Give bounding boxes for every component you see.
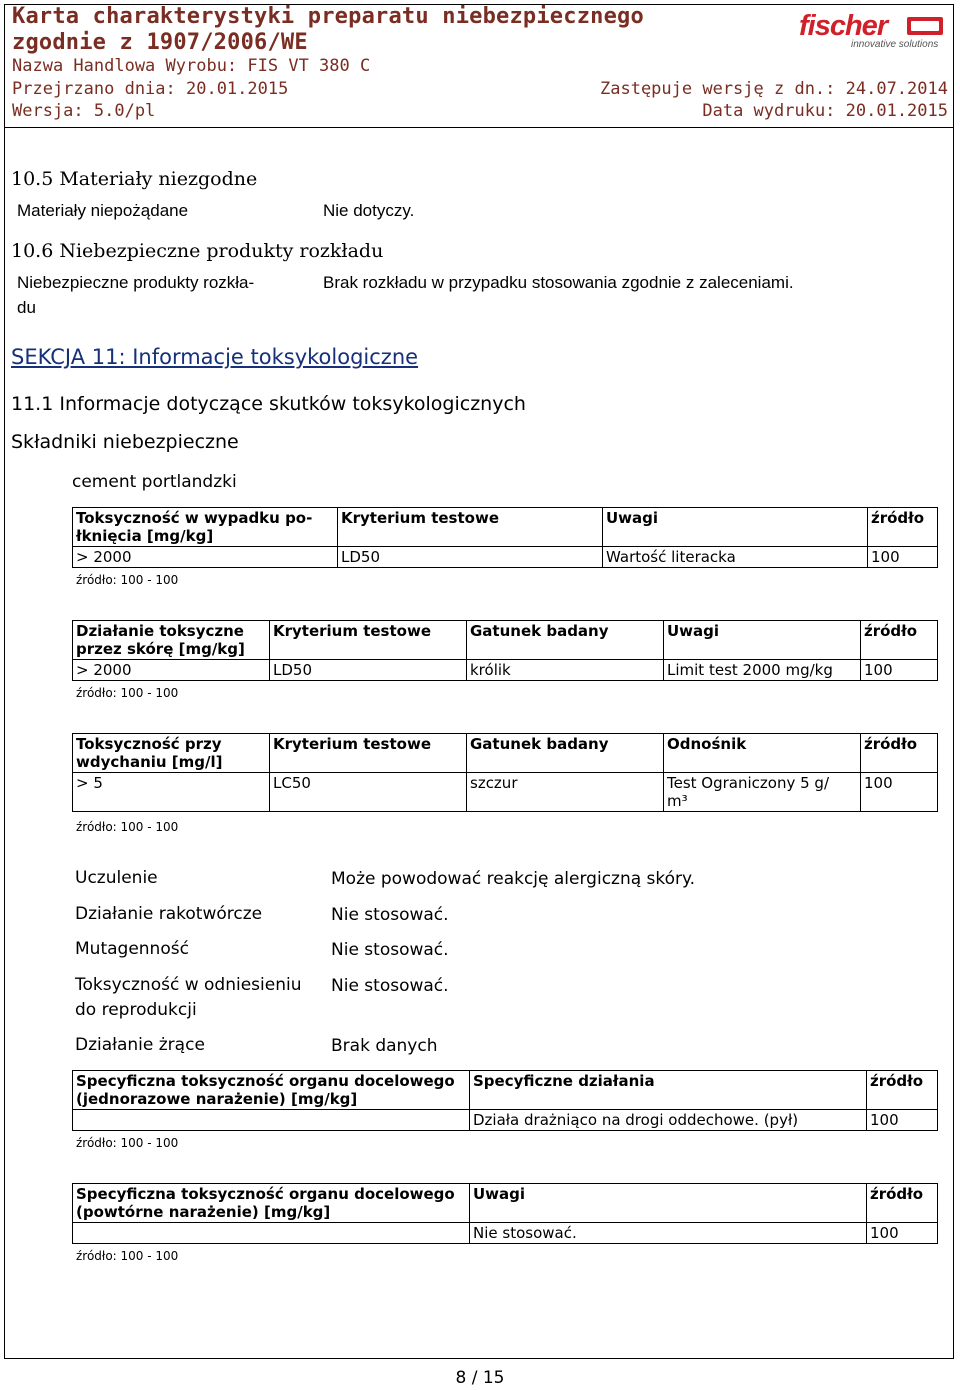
reviewed-date: Przejrzano dnia: 20.01.2015 <box>12 79 289 99</box>
print-date: Data wydruku: 20.01.2015 <box>702 101 948 121</box>
heading-10-5: 10.5 Materiały niezgodne <box>11 168 258 190</box>
dermal-cell-5: 100 <box>861 660 938 681</box>
dermal-header-2: Kryterium testowe <box>270 621 467 660</box>
prop-label-sensitization: Uczulenie <box>75 868 158 888</box>
prop-value-sensitization: Może powodować reakcję alergiczną skóry. <box>331 869 696 889</box>
logo-wordmark: fischer <box>799 10 888 42</box>
stot-se-header-1: Specyficzna toksyczność organu docelowego (jednorazowe narażenie) [mg/kg] <box>73 1071 470 1110</box>
logo-badge-icon <box>907 17 943 35</box>
inhal-cell-1: > 5 <box>73 773 270 812</box>
decomp-label-l1: Niebezpieczne produkty rozkła- <box>17 273 255 292</box>
table-row <box>73 1223 938 1244</box>
stot-re-header-2: Uwagi <box>470 1184 867 1223</box>
prop-label-corrosive: Działanie żrące <box>75 1035 205 1055</box>
oral-source: źródło: 100 - 100 <box>76 573 179 587</box>
replaces-version: Zastępuje wersję z dn.: 24.07.2014 <box>600 79 948 99</box>
oral-cell-2: LD50 <box>338 547 603 568</box>
decomp-label-l2: du <box>17 298 36 317</box>
inhal-cell-3: szczur <box>467 773 664 812</box>
table-row <box>73 1110 938 1131</box>
heading-11-1: 11.1 Informacje dotyczące skutków toksykologicznych <box>11 393 526 415</box>
fischer-logo <box>799 10 949 50</box>
doc-title-line2: zgodnie z 1907/2006/WE <box>12 30 308 55</box>
dermal-header-3: Gatunek badany <box>467 621 664 660</box>
prop-value-corrosive: Brak danych <box>331 1036 438 1056</box>
stot-re-source: źródło: 100 - 100 <box>76 1249 179 1263</box>
dermal-source: źródło: 100 - 100 <box>76 686 179 700</box>
oral-header-2: Kryterium testowe <box>338 508 603 547</box>
stot-repeated-table <box>72 1183 938 1244</box>
prop-label-carcinogenicity: Działanie rakotwórcze <box>75 904 263 924</box>
dermal-cell-3: królik <box>467 660 664 681</box>
prop-label-reproductive: Toksyczność w odniesieniu do reprodukcji <box>75 975 302 1020</box>
oral-cell-3: Wartość literacka <box>603 547 868 568</box>
oral-header-4: źródło <box>868 508 938 547</box>
inhal-source: źródło: 100 - 100 <box>76 820 179 834</box>
doc-title-line1: Karta charakterystyki preparatu niebezpiecznego <box>12 4 644 29</box>
page-number: 8 / 15 <box>455 1368 505 1388</box>
stot-se-cell-3: 100 <box>867 1110 938 1131</box>
stot-re-cell-2: Nie stosować. <box>470 1223 867 1244</box>
stot-se-cell-2: Działa drażniąco na drogi oddechowe. (pył) <box>470 1110 867 1131</box>
inhal-header-3: Gatunek badany <box>467 734 664 773</box>
section-11-title: SEKCJA 11: Informacje toksykologiczne <box>11 345 419 369</box>
stot-single-table <box>72 1070 938 1131</box>
inhal-header-5: źródło <box>861 734 938 773</box>
logo-tagline: innovative solutions <box>851 39 939 50</box>
stot-se-header-3: źródło <box>867 1071 938 1110</box>
dermal-header-1: Działanie toksyczne przez skórę [mg/kg] <box>73 621 270 660</box>
stot-re-cell-3: 100 <box>867 1223 938 1244</box>
product-name: Nazwa Handlowa Wyrobu: FIS VT 380 C <box>12 56 371 76</box>
dermal-toxicity-table <box>72 620 938 681</box>
dermal-cell-1: > 2000 <box>73 660 270 681</box>
dermal-header-5: źródło <box>861 621 938 660</box>
stot-se-header-2: Specyficzne działania <box>470 1071 867 1110</box>
inhal-cell-4: Test Ograniczony 5 g/ m³ <box>664 773 861 812</box>
table-row <box>73 773 938 812</box>
prop-value-mutagenicity: Nie stosować. <box>331 940 449 960</box>
oral-header-3: Uwagi <box>603 508 868 547</box>
stot-re-header-3: źródło <box>867 1184 938 1223</box>
prop-label-mutagenicity: Mutagenność <box>75 939 189 959</box>
incompatible-label: Materiały niepożądane <box>17 201 189 220</box>
oral-header-1: Toksyczność w wypadku po- łknięcia [mg/kg] <box>73 508 338 547</box>
heading-10-6: 10.6 Niebezpieczne produkty rozkładu <box>11 240 384 262</box>
oral-cell-1: > 2000 <box>73 547 338 568</box>
oral-cell-4: 100 <box>868 547 938 568</box>
stot-re-header-1: Specyficzna toksyczność organu docelowego (powtórne narażenie) [mg/kg] <box>73 1184 470 1223</box>
dermal-cell-2: LD50 <box>270 660 467 681</box>
dermal-header-4: Uwagi <box>664 621 861 660</box>
inhalation-toxicity-table <box>72 733 938 812</box>
dermal-cell-4: Limit test 2000 mg/kg <box>664 660 861 681</box>
decomp-value: Brak rozkładu w przypadku stosowania zgodnie z zaleceniami. <box>323 273 794 292</box>
stot-se-source: źródło: 100 - 100 <box>76 1136 179 1150</box>
table-row <box>73 547 938 568</box>
inhal-header-1: Toksyczność przy wdychaniu [mg/l] <box>73 734 270 773</box>
oral-toxicity-table <box>72 507 938 568</box>
inhal-header-4: Odnośnik <box>664 734 861 773</box>
components-heading: Składniki niebezpieczne <box>11 431 239 453</box>
version: Wersja: 5.0/pl <box>12 101 156 121</box>
inhal-cell-2: LC50 <box>270 773 467 812</box>
stot-re-cell-1 <box>73 1223 470 1244</box>
prop-value-carcinogenicity: Nie stosować. <box>331 905 449 925</box>
incompatible-value: Nie dotyczy. <box>323 201 415 220</box>
inhal-header-2: Kryterium testowe <box>270 734 467 773</box>
inhal-cell-5: 100 <box>861 773 938 812</box>
stot-se-cell-1 <box>73 1110 470 1131</box>
document-header <box>4 4 954 128</box>
table-row <box>73 660 938 681</box>
prop-value-reproductive: Nie stosować. <box>331 976 449 996</box>
substance-name: cement portlandzki <box>72 472 237 492</box>
